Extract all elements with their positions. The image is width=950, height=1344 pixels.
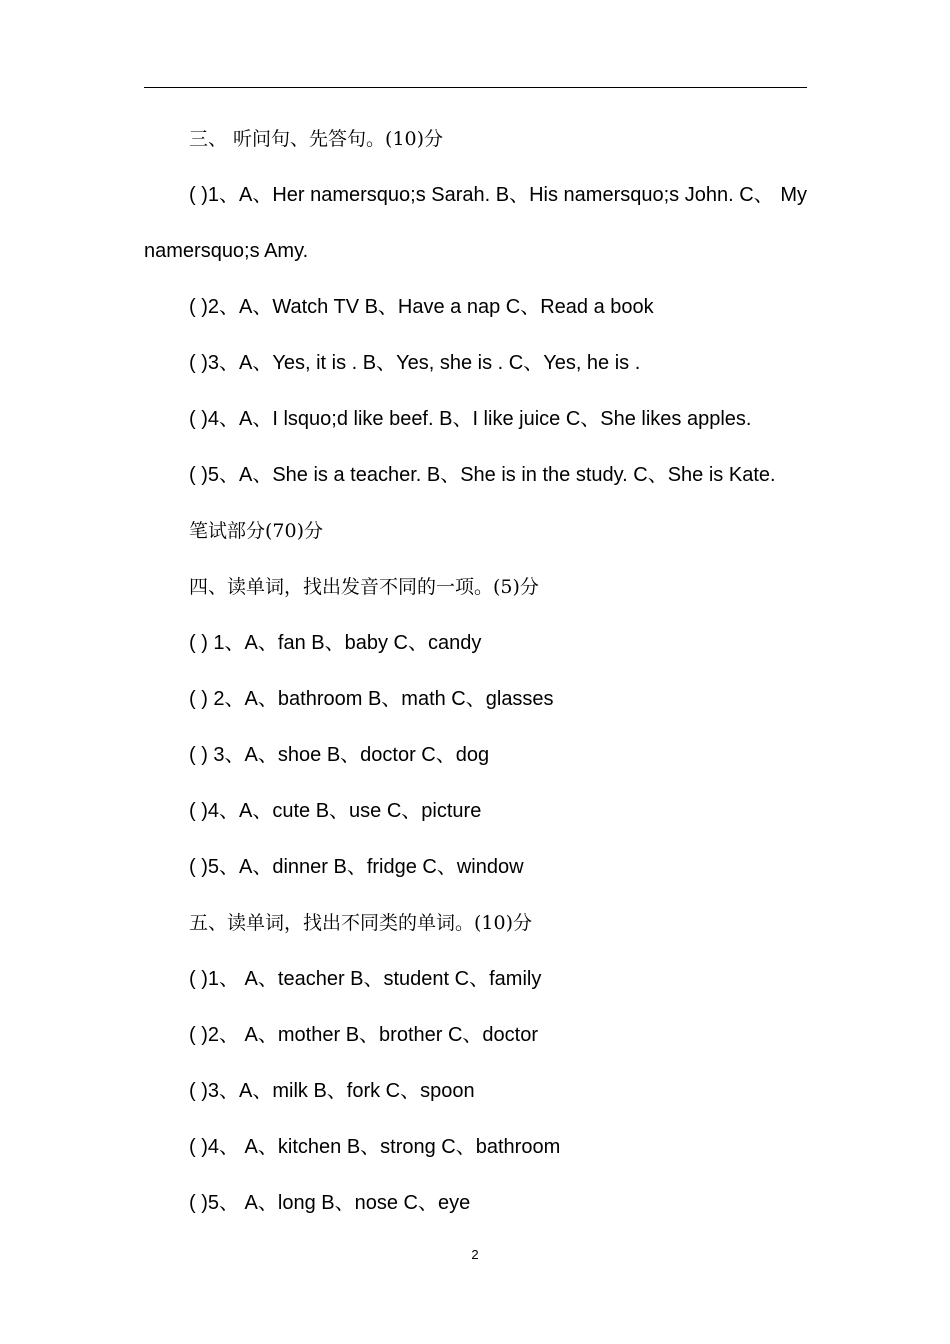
section5-heading: 五、读单词，找出不同类的单词。(10)分 (189, 912, 533, 934)
question-1-text: ( )1、A、Her namersquo;s Sarah. B、His namersquo;s John. C、 (189, 184, 774, 206)
section4-question-5: ( )5、A、dinner B、fridge C、window (189, 856, 524, 878)
section3-question-4: ( )4、A、I lsquo;d like beef. B、I like juice C、She likes apples. (189, 408, 752, 430)
section3-question-1-continued: namersquo;s Amy. (144, 240, 309, 262)
section5-question-3: ( )3、A、milk B、fork C、spoon (189, 1080, 475, 1102)
section3-question-2: ( )2、A、Watch TV B、Have a nap C、Read a book (189, 296, 654, 318)
question-1-text-end: My (780, 184, 807, 206)
section3-heading: 三、 听问句、先答句。(10)分 (189, 128, 444, 150)
section5-question-4: ( )4、 A、kitchen B、strong C、bathroom (189, 1136, 561, 1158)
section4-question-2: ( ) 2、A、bathroom B、math C、glasses (189, 688, 554, 710)
written-part-heading: 笔试部分(70)分 (189, 520, 324, 542)
section4-question-1: ( ) 1、A、fan B、baby C、candy (189, 632, 482, 654)
section5-question-1: ( )1、 A、teacher B、student C、family (189, 968, 542, 990)
section5-question-2: ( )2、 A、mother B、brother C、doctor (189, 1024, 538, 1046)
section3-question-5: ( )5、A、She is a teacher. B、She is in the study. C、She is Kate. (189, 464, 776, 486)
section3-question-3: ( )3、A、Yes, it is . B、Yes, she is . C、Yes, he is . (189, 352, 641, 374)
section4-heading: 四、读单词，找出发音不同的一项。(5)分 (189, 576, 539, 598)
page-number: 2 (471, 1247, 479, 1262)
header-rule (144, 87, 807, 88)
section4-question-3: ( ) 3、A、shoe B、doctor C、dog (189, 744, 490, 766)
document-body (144, 111, 807, 1231)
section4-question-4: ( )4、A、cute B、use C、picture (189, 800, 482, 822)
section3-question-1 (144, 167, 807, 223)
section5-question-5: ( )5、 A、long B、nose C、eye (189, 1192, 471, 1214)
